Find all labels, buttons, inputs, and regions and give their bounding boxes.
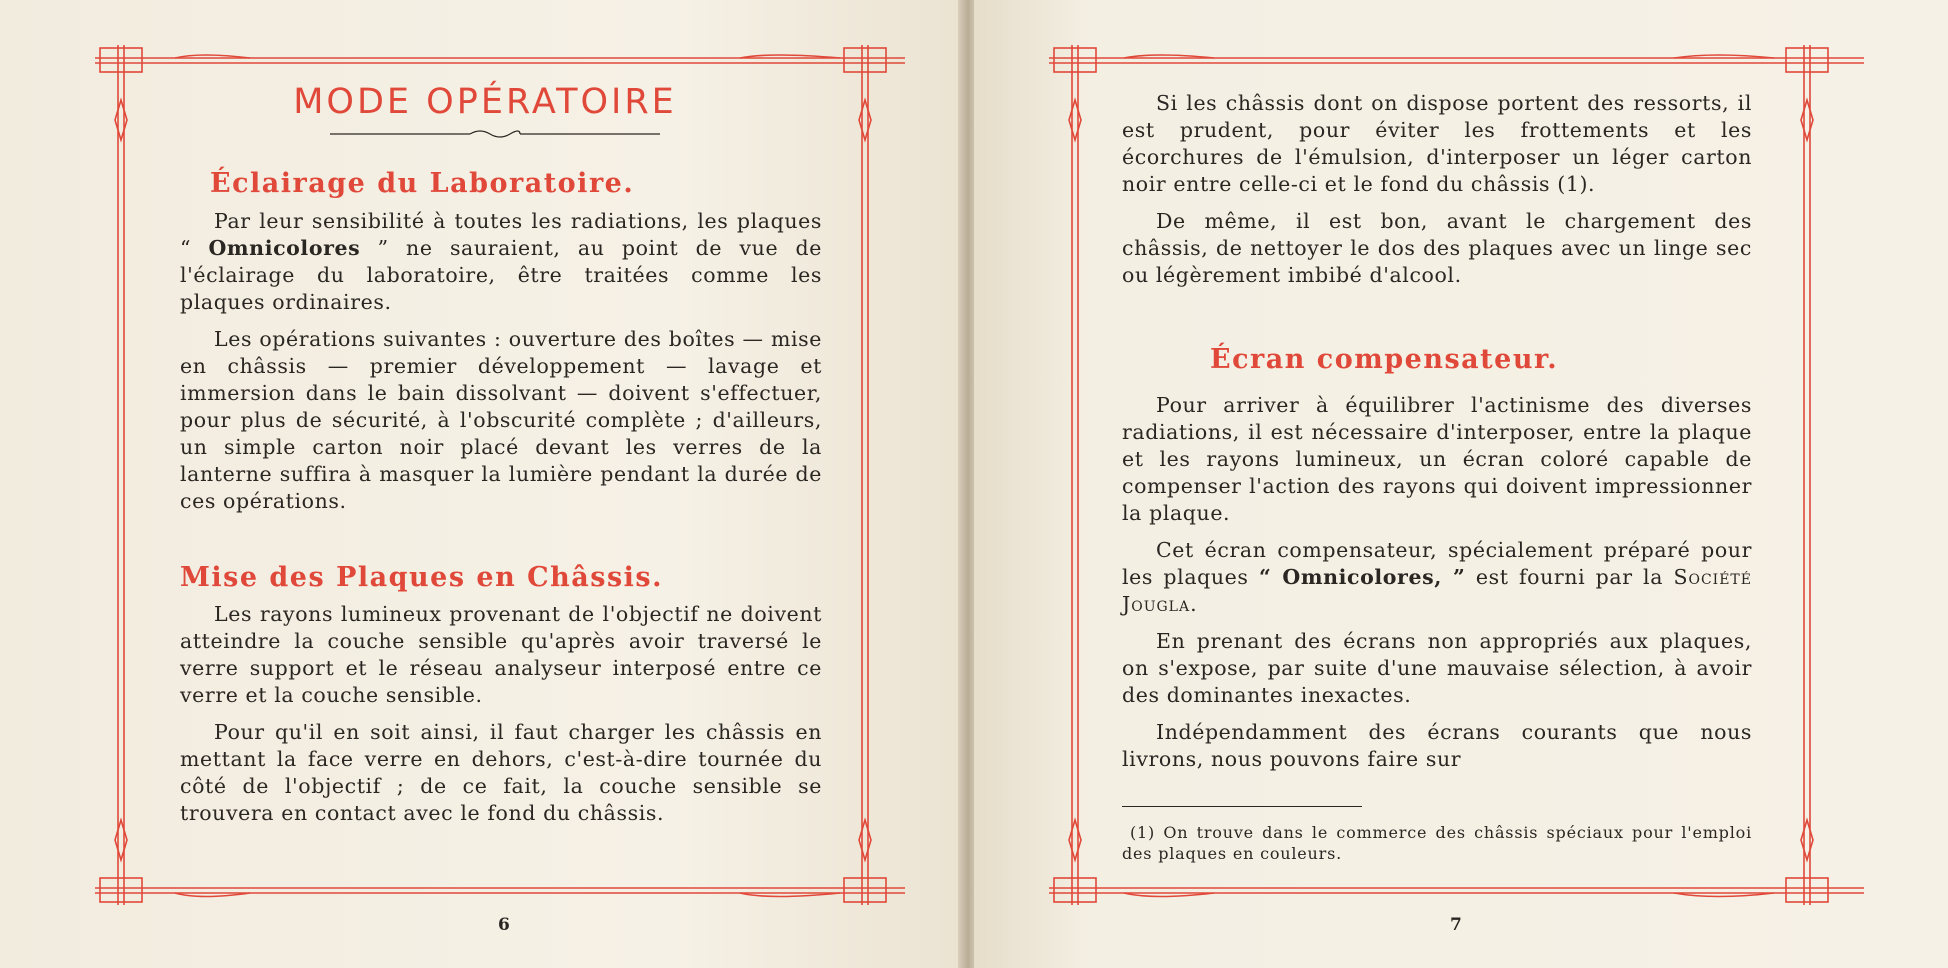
section-heading-eclairage: Éclairage du Laboratoire. — [210, 168, 635, 199]
paragraph: Les opérations suivantes : ouverture des boîtes — mise en châssis — premier développement — lavage et immersion dans le bain dissolvant — doivent s'effectuer, pour plus de sécurité, à l'obscurité complète ; d'ailleurs, un simple carton noir placé devant les verres de la lanterne suffira à masquer la lumière pendant la durée de ces opérations. — [180, 327, 822, 513]
section-heading-ecran-compensateur: Écran compensateur. — [1210, 344, 1559, 375]
company-name: Société Jougla — [1122, 565, 1752, 616]
intro-body — [1122, 90, 1752, 299]
title-divider-ornament — [330, 126, 660, 142]
paragraph: Pour arriver à équilibrer l'actinisme des diverses radiations, il est nécessaire d'interposer, entre la plaque et les rayons lumineux, un écran coloré capable de compenser l'action des rayons qui doivent impressionner la plaque. — [1122, 393, 1752, 525]
section-heading-mise-en-chassis: Mise des Plaques en Châssis. — [180, 562, 664, 593]
footnote: (1) On trouve dans le commerce des châssis spéciaux pour l'emploi des plaques en couleurs. — [1122, 823, 1752, 863]
paragraph: Par leur sensibilité à toutes les radiations, les plaques “ Omnicolores ” ne sauraient, au point de vue de l'éclairage du laboratoire, être traitées comme les plaques ordinaires. — [180, 209, 822, 314]
paragraph: En prenant des écrans non appropriés aux plaques, on s'expose, par suite d'une mauvaise sélection, à avoir des dominantes inexactes. — [1122, 629, 1752, 707]
section-eclairage-body — [180, 208, 822, 525]
paragraph: Si les châssis dont on dispose portent des ressorts, il est prudent, pour éviter les frottements et les écorchures de l'émulsion, d'interposer un léger carton noir entre celle-ci et le fond du châssis (1). — [1122, 91, 1752, 196]
paragraph: De même, il est bon, avant le chargement des châssis, de nettoyer le dos des plaques avec un linge sec ou légèrement imbibé d'alcool. — [1122, 209, 1752, 287]
page-title: MODE OPÉRATOIRE — [293, 82, 677, 122]
paragraph: Pour qu'il en soit ainsi, il faut charger les châssis en mettant la face verre en dehors, c'est-à-dire tournée du côté de l'objectif ; de ce fait, la couche sensible se trouvera en contact avec le fond du châssis. — [180, 720, 822, 825]
paragraph: Indépendamment des écrans courants que nous livrons, nous pouvons faire sur — [1122, 720, 1752, 771]
section-chassis-body — [180, 601, 822, 837]
page-number: 7 — [1450, 915, 1462, 935]
right-page — [974, 0, 1948, 968]
brand-name: Omnicolores — [208, 236, 361, 260]
paragraph: Cet écran compensateur, spécialement préparé pour les plaques “ Omnicolores, ” est fourni par la Société Jougla. — [1122, 538, 1752, 616]
paragraph: Les rayons lumineux provenant de l'objectif ne doivent atteindre la couche sensible qu'après avoir traversé le verre support et le réseau analyseur interposé entre ce verre et la couche sensible. — [180, 602, 822, 707]
brand-name: “ Omnicolores, ” — [1258, 565, 1466, 589]
left-page — [0, 0, 962, 968]
page-number: 6 — [498, 915, 510, 935]
footnote-rule — [1122, 806, 1362, 807]
section-ecran-body — [1122, 392, 1752, 783]
